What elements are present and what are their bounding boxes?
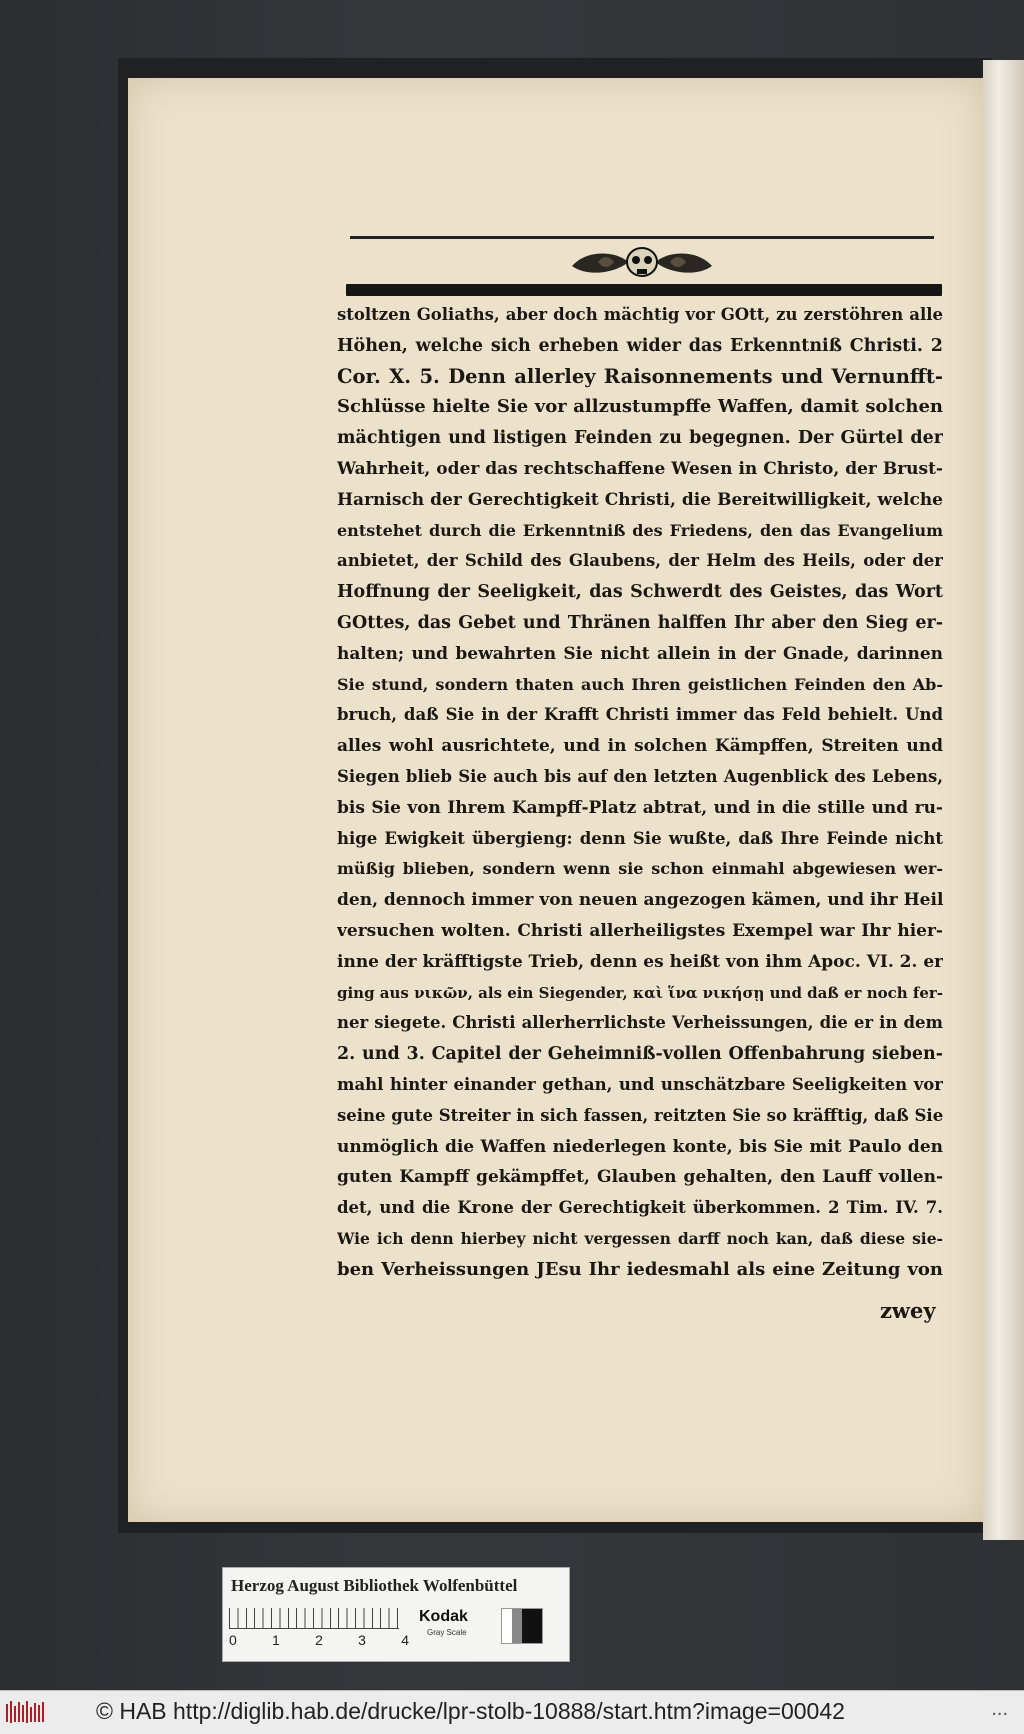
text-line: stoltzen Goliaths, aber doch mächtig vor GOtt, zu zerstöhren alle [337,305,943,324]
scale-ruler [229,1608,399,1629]
library-label: Herzog August Bibliothek Wolfenbüttel [231,1576,518,1595]
catchword: zwey [880,1298,936,1323]
ornament-bar [346,284,942,296]
copyright-url[interactable]: © HAB http://diglib.hab.de/drucke/lpr-stolb-10888/start.htm?image=00042 [96,1698,845,1724]
text-line: Hoffnung der Seeligkeit, das Schwerdt des Geistes, das Wort [337,582,943,603]
hab-logo-icon [5,1699,45,1725]
text-line: entstehet durch die Erkenntniß des Friedens, den das Evangelium [337,520,943,540]
text-line: den, dennoch immer von neuen angezogen kämen, und ihr Heil [337,890,943,911]
footer-bar [0,1690,1024,1734]
kodak-logo: Kodak [419,1608,468,1625]
header-rule [350,236,934,239]
ruler-numbers [229,1632,409,1648]
ruler-number: 1 [272,1632,280,1648]
text-line: guten Kampff gekämpffet, Glauben gehalten, den Lauff vollen- [337,1167,943,1188]
text-line: ben Verheissungen JEsu Ihr iedesmahl als eine Zeitung von [337,1258,943,1280]
more-menu[interactable]: ... [991,1698,1008,1720]
text-line: 2. und 3. Capitel der Geheimniß-vollen Offenbahrung sieben- [337,1044,943,1065]
text-line: halten; und bewahrten Sie nicht allein in der Gnade, darinnen [337,643,943,664]
text-line: unmöglich die Waffen niederlegen konte, bis Sie mit Paulo den [337,1136,943,1157]
text-line: Wie ich denn hierbey nicht vergessen darff noch kan, daß diese sie- [337,1228,943,1248]
text-line: alles wohl ausrichtete, und in solchen Kämpffen, Streiten und [337,736,943,757]
text-line: versuchen wolten. Christi allerheiligstes Exempel war Ihr hier- [337,920,943,941]
text-line: inne der kräfftigste Trieb, denn es heißt von ihm Apoc. VI. 2. er [337,951,943,972]
text-line: müßig blieben, sondern wenn sie schon einmahl abgewiesen wer- [337,859,943,879]
ruler-number: 0 [229,1632,237,1648]
text-line: GOttes, das Gebet und Thränen halffen Ihr aber den Sieg er- [337,612,943,633]
text-line: det, und die Krone der Gerechtigkeit überkommen. 2 Tim. IV. 7. [337,1198,943,1218]
text-line: bis Sie von Ihrem Kampff-Platz abtrat, und in die stille und ru- [337,797,943,818]
ruler-number: 2 [315,1632,323,1648]
skull-ornament-icon [568,244,716,282]
text-line: Sie stund, sondern thaten auch Ihren geistlichen Feinden den Ab- [337,674,943,694]
color-target [222,1567,570,1662]
text-line: Siegen blieb Sie auch bis auf den letzten Augenblick des Lebens, [337,766,943,786]
text-line: mächtigen und listigen Feinden zu begegnen. Der Gürtel der [337,428,943,449]
text-line: seine gute Streiter in sich fassen, reitzten Sie so kräfftig, daß Sie [337,1105,943,1125]
gray-scale-label: Gray Scale [427,1628,467,1637]
ruler-number: 3 [358,1632,366,1648]
text-line: Harnisch der Gerechtigkeit Christi, die Bereitwilligkeit, welche [337,489,943,510]
text-line: Höhen, welche sich erheben wider das Erkenntniß Christi. 2 [337,335,943,356]
gray-patch [501,1608,543,1644]
text-line: Cor. X. 5. Denn allerley Raisonnements und Vernunfft- [337,364,943,388]
body-text [337,300,943,1286]
text-line: hige Ewigkeit übergieng: denn Sie wußte, daß Ihre Feinde nicht [337,828,943,848]
next-page-edge [983,60,1024,1540]
ruler-number: 4 [401,1632,409,1648]
text-line: ner siegete. Christi allerherrlichste Verheissungen, die er in dem [337,1013,943,1033]
text-line: Wahrheit, oder das rechtschaffene Wesen in Christo, der Brust- [337,458,943,479]
text-line: anbietet, der Schild des Glaubens, der Helm des Heils, oder der [337,551,943,571]
text-line: ging aus νικῶν, als ein Siegender, καὶ ἵνα νικήσῃ und daß er noch fer- [337,983,943,1002]
text-line: mahl hinter einander gethan, und unschätzbare Seeligkeiten vor [337,1074,943,1094]
text-line: bruch, daß Sie in der Krafft Christi immer das Feld behielt. Und [337,705,943,725]
text-line: Schlüsse hielte Sie vor allzustumpffe Waffen, damit solchen [337,396,943,418]
